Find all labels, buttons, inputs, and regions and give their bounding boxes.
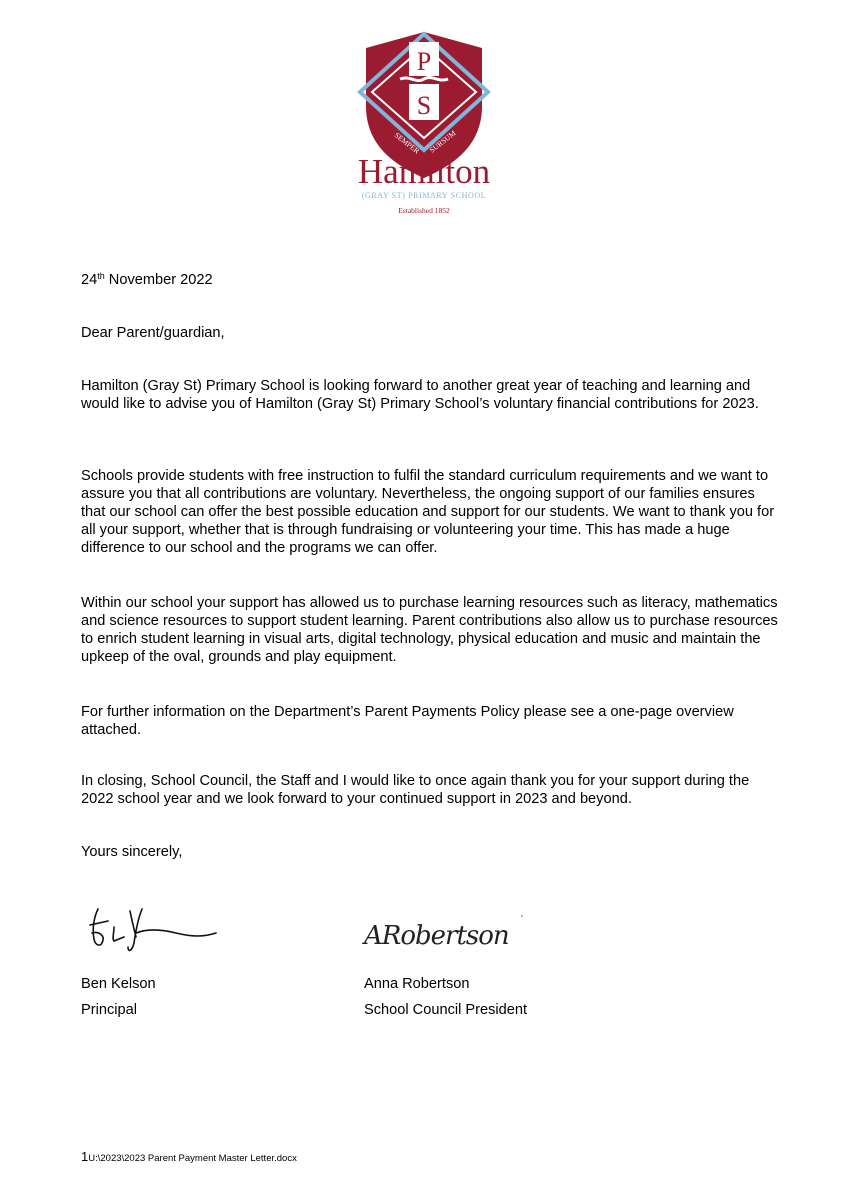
school-established: Established 1852 xyxy=(398,206,450,215)
letter-paragraph-1: Hamilton (Gray St) Primary School is looking forward to another great year of teaching and learning and would like to advise you of Hamilton (Gray St) Primary School’s voluntary financial contributions for 2023. xyxy=(81,378,759,412)
date-suffix: th xyxy=(97,271,105,281)
president-name: Anna Robertson xyxy=(364,976,470,992)
principal-role: Principal xyxy=(81,1002,137,1018)
school-subtitle: (GRAY ST) PRIMARY SCHOOL xyxy=(361,191,487,200)
letter-paragraph-5: In closing, School Council, the Staff and I would like to once again thank you for your support during the 2022 school year and we look forward to your continued support in 2023 and beyond. xyxy=(81,773,750,807)
document-footer xyxy=(81,1151,297,1165)
crest-initial-top: P xyxy=(416,47,432,76)
president-signature xyxy=(362,908,542,956)
date-day: 24 xyxy=(81,272,98,288)
letter-paragraph-2: Schools provide students with free instruction to fulfil the standard curriculum requirements and we want to assure you that all contributions are voluntary. Nevertheless, the ongoing support of our families ensures that our school can offer the best possible education and support for our students. We want to thank you for all your support, whether that is through fundraising or volunteering your time. This has made a huge difference to our school and the programs we can offer. xyxy=(81,468,775,556)
date-month-year: November 2022 xyxy=(104,272,213,288)
school-crest xyxy=(330,28,518,222)
file-path: U:\2023\2023 Parent Payment Master Letter.docx xyxy=(88,1153,297,1164)
letter-greeting: Dear Parent/guardian, xyxy=(81,325,225,341)
principal-name: Ben Kelson xyxy=(81,976,156,992)
principal-signature xyxy=(84,899,224,957)
school-name: Hamilton xyxy=(357,152,491,191)
crest-initial-bottom: S xyxy=(416,91,432,120)
letter-date xyxy=(81,271,781,289)
letter-closing: Yours sincerely, xyxy=(81,844,183,860)
school-logo xyxy=(330,28,518,222)
letter-paragraph-4: For further information on the Department’s Parent Payments Policy please see a one-page overview attached. xyxy=(81,704,734,738)
president-role: School Council President xyxy=(364,1002,528,1018)
letter-paragraph-3: Within our school your support has allowed us to purchase learning resources such as literacy, mathematics and science resources to support student learning. Parent contributions also allow us to purchase resources to enrich student learning in visual arts, digital technology, physical education and music and maintain the upkeep of the oval, grounds and play equipment. xyxy=(81,595,778,665)
president-signature-text: ARobertson xyxy=(364,921,509,951)
page-number: 1 xyxy=(81,1149,89,1164)
crest-motto-left: SEMPER xyxy=(392,130,422,156)
crest-motto-right: SURSUM xyxy=(427,128,458,155)
